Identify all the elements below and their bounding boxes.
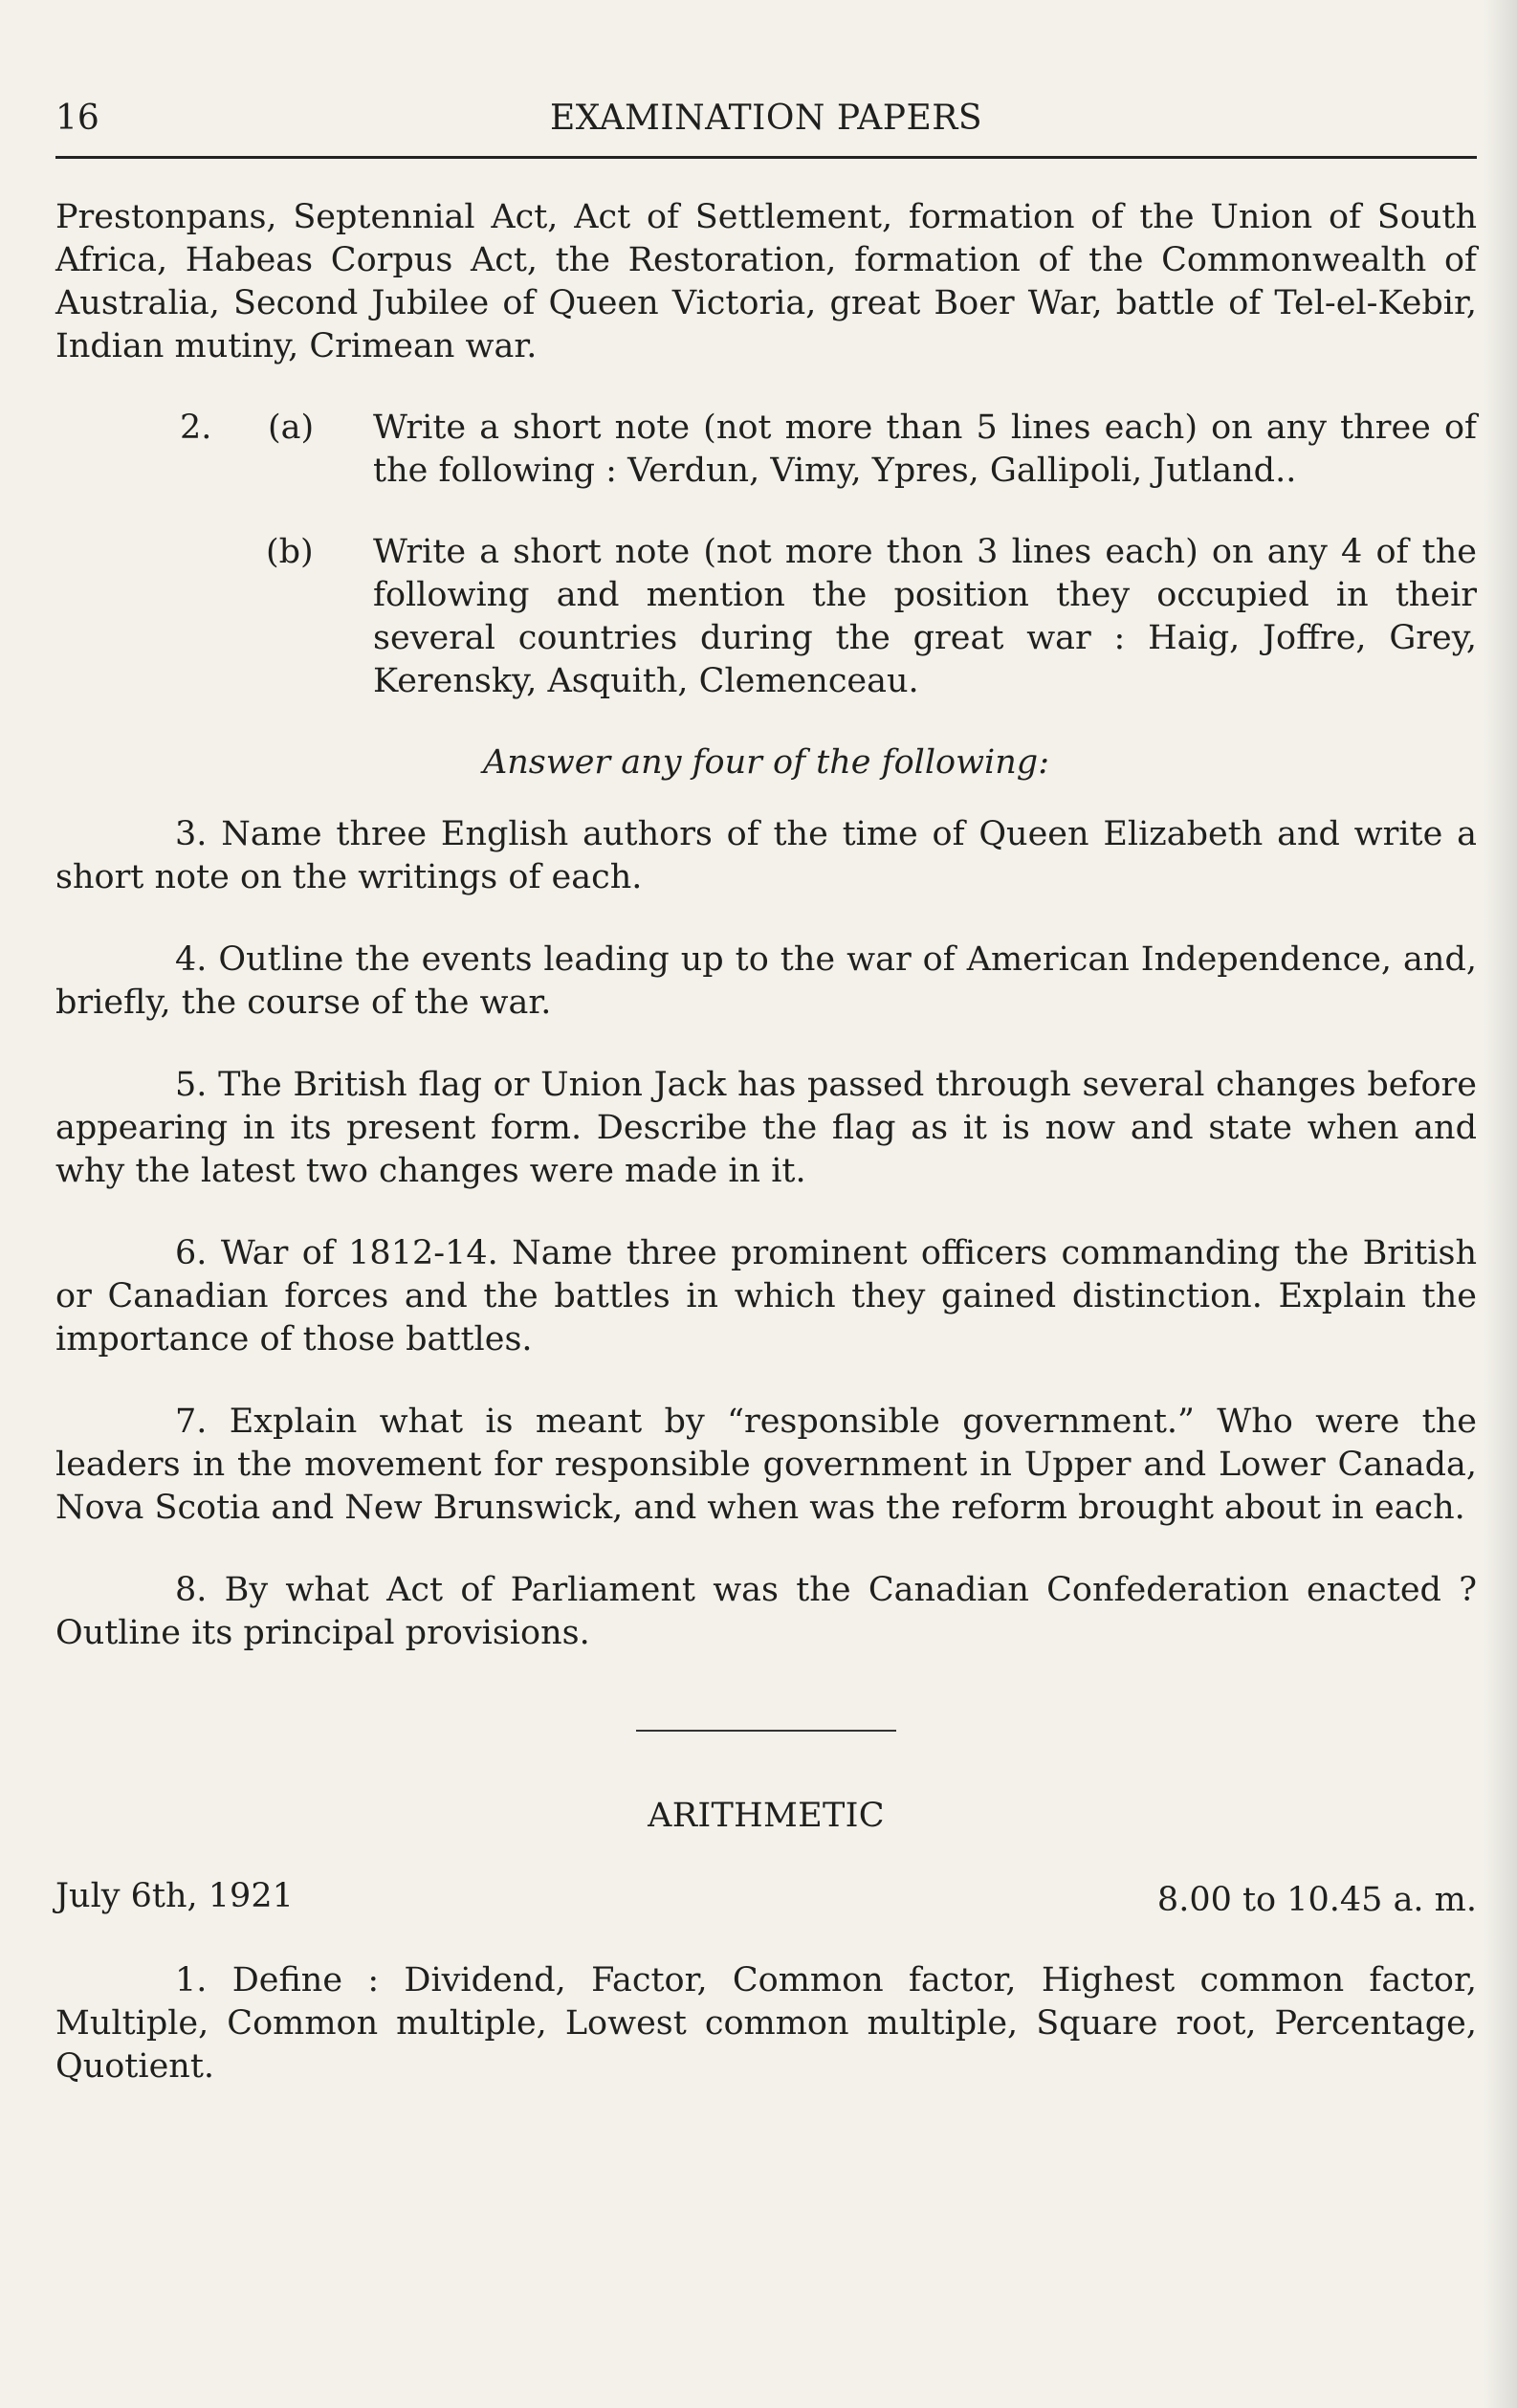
examination-page — [55, 91, 1477, 2368]
subquestion-text: Write a short note (not more than 5 lines each) on any three of the following : Verdun, Vimy, Ypres, Gallipoli, Jutland.. — [373, 409, 1477, 490]
page-edge-shadow — [1484, 0, 1517, 2408]
question-text: Name three English authors of the time of Queen Elizabeth and write a short note on the writings of each. — [55, 815, 1477, 896]
question-3 — [55, 813, 1477, 899]
subquestion-text: Write a short note (not more thon 3 lines each) on any 4 of the following and mention the position they occupied in their several countries during the great war : Haig, Joffre, Grey, Kerensky, Asquith, Clemenceau. — [373, 533, 1477, 700]
question-number: 4. — [175, 940, 208, 979]
question-number: 3. — [175, 815, 208, 853]
page-number: 16 — [55, 99, 99, 138]
subquestion-label: (a) — [268, 409, 315, 447]
question-text: Outline the events leading up to the war of American Independence, and, briefly, the course of the war. — [55, 940, 1477, 1022]
question-number: 6. — [175, 1234, 208, 1272]
question-text: War of 1812-14. Name three prominent officers commanding the British or Canadian forces and the battles in which they gained distinction. Explain the importance of those battles. — [55, 1234, 1477, 1359]
continued-question-text: Prestonpans, Septennial Act, Act of Settlement, formation of the Union of South Africa, Habeas Corpus Act, the Restoration, formation of the Commonwealth of Australia, Second Jubilee of Queen Victoria, great Boer War, battle of Tel-el-Kebir, Indian mutiny, Crimean war. — [55, 198, 1477, 365]
question-text: By what Act of Parliament was the Canadian Confederation enacted ? Outline its principal provisions. — [55, 1571, 1477, 1652]
arithmetic-title: ARITHMETIC — [648, 1797, 885, 1835]
question-text: The British flag or Union Jack has passed through several changes before appearing in its present form. Describe the flag as it is now and state when and why the latest two changes were made in it. — [55, 1066, 1477, 1190]
question-number: 5. — [175, 1066, 208, 1104]
answer-instruction: Answer any four of the following: — [482, 743, 1049, 782]
arithmetic-question-1 — [55, 1959, 1477, 2088]
arithmetic-exam-details — [55, 1875, 1477, 1923]
question-6 — [55, 1232, 1477, 1361]
question-number: 1. — [175, 1961, 208, 1999]
question-text: Explain what is meant by “responsible government.” Who were the leaders in the movement for responsible government in Upper and Lower Canada, Nova Scotia and New Brunswick, and when was the reform brought about in each. — [55, 1403, 1477, 1527]
exam-date: July 6th, 1921 — [55, 1877, 294, 1915]
question-number: 7. — [175, 1403, 208, 1441]
header-rule — [55, 156, 1477, 159]
question-number: 8. — [175, 1571, 208, 1609]
question-7 — [55, 1401, 1477, 1530]
page-header — [55, 91, 1477, 146]
page-content — [55, 196, 1477, 2088]
section-divider — [636, 1730, 896, 1732]
question-2a — [55, 407, 1477, 493]
question-text: Define : Dividend, Factor, Common factor, Highest common factor, Multiple, Common multiple, Lowest common multiple, Square root, Percentage, Quotient. — [55, 1961, 1477, 2086]
question-5 — [55, 1064, 1477, 1193]
question-8 — [55, 1569, 1477, 1655]
question-2b — [55, 531, 1477, 703]
running-title: EXAMINATION PAPERS — [549, 99, 983, 138]
exam-time: 8.00 to 10.45 a. m. — [1156, 1881, 1477, 1919]
subquestion-label: (b) — [266, 533, 314, 571]
question-number: 2. — [180, 409, 212, 447]
question-4 — [55, 939, 1477, 1025]
